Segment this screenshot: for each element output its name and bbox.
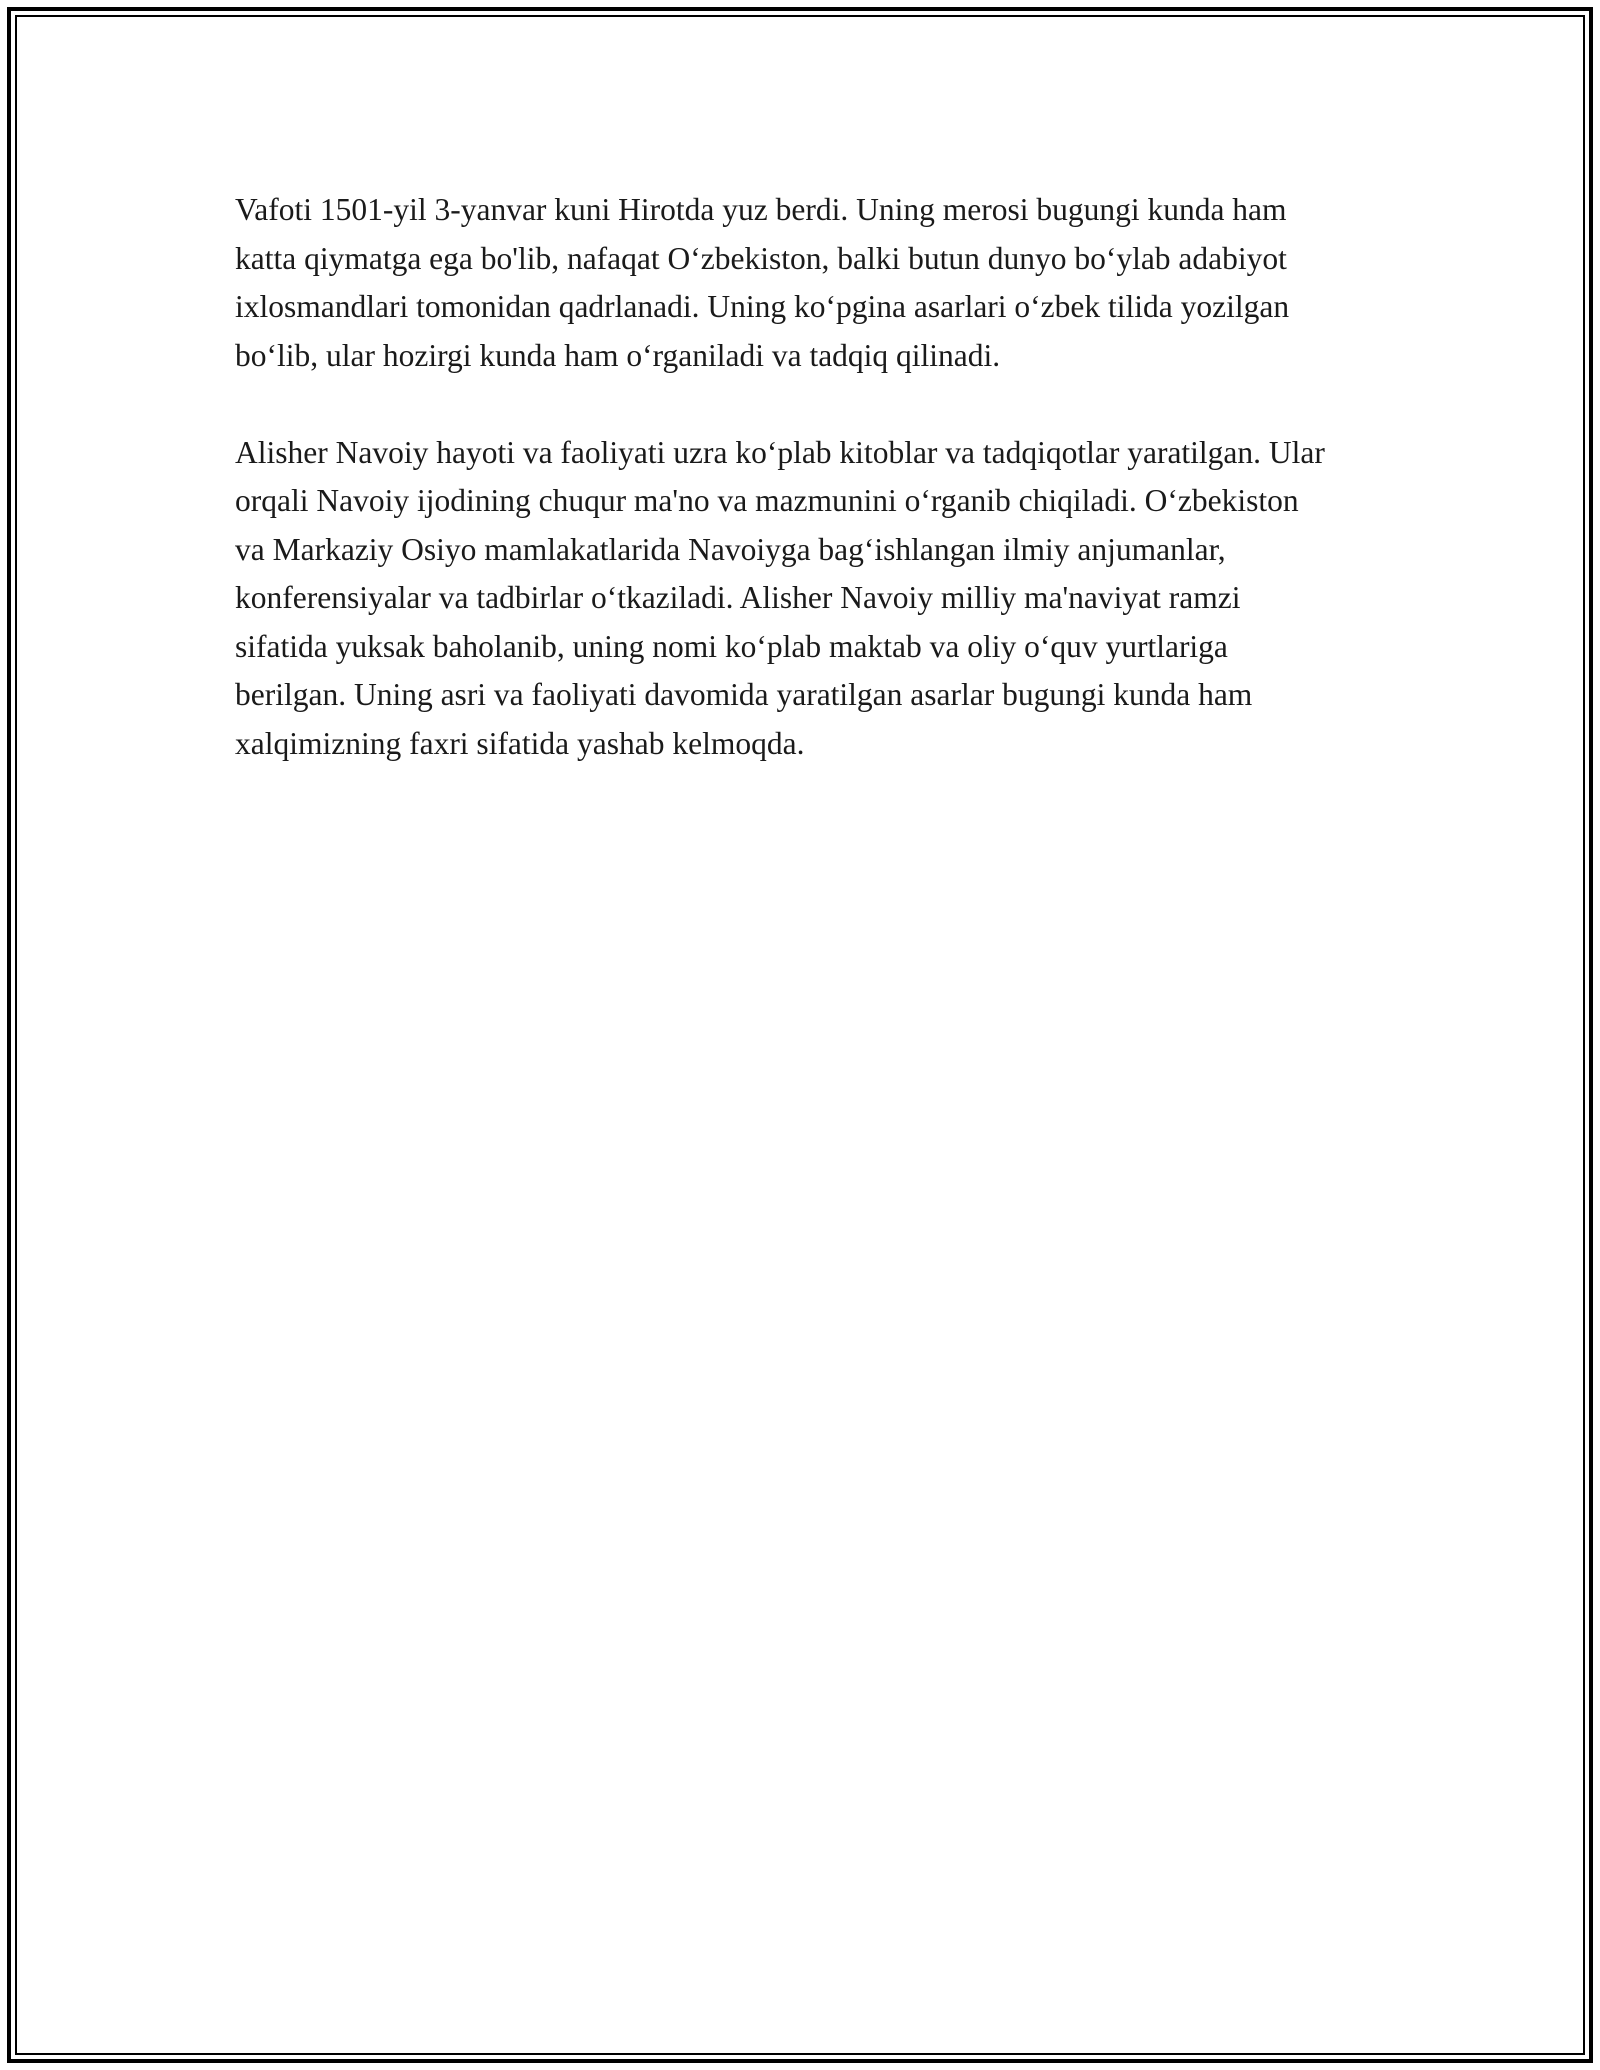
paragraph-death-and-legacy: Vafoti 1501-yil 3-yanvar kuni Hirotda yuz berdi. Uning merosi bugungi kunda ham katta qiymatga ega bo'lib, nafaqat O‘zbekiston, balki butun dunyo bo‘ylab adabiyot ixlosmandlari tomonidan qadrlanadi. Uning ko‘pgina asarlari o‘zbek tilida yozilgan bo‘lib, ular hozirgi kunda ham o‘rganiladi va tadqiq qilinadi. — [235, 192, 1290, 373]
document-body — [235, 186, 1325, 768]
paragraph-research-and-honors: Alisher Navoiy hayoti va faoliyati uzra ko‘plab kitoblar va tadqiqotlar yaratilgan. Ular orqali Navoiy ijodining chuqur ma'no va mazmunini o‘rganib chiqiladi. O‘zbekiston va Markaziy Osiyo mamlakatlarida Navoiyga bag‘ishlangan ilmiy anjumanlar, konferensiyalar va tadbirlar o‘tkaziladi. Alisher Navoiy milliy ma'naviyat ramzi sifatida yuksak baholanib, uning nomi ko‘plab maktab va oliy o‘quv yurtlariga berilgan. Uning asri va faoliyati davomida yaratilgan asarlar bugungi kunda ham xalqimizning faxri sifatida yashab kelmoqda. — [235, 434, 1325, 761]
